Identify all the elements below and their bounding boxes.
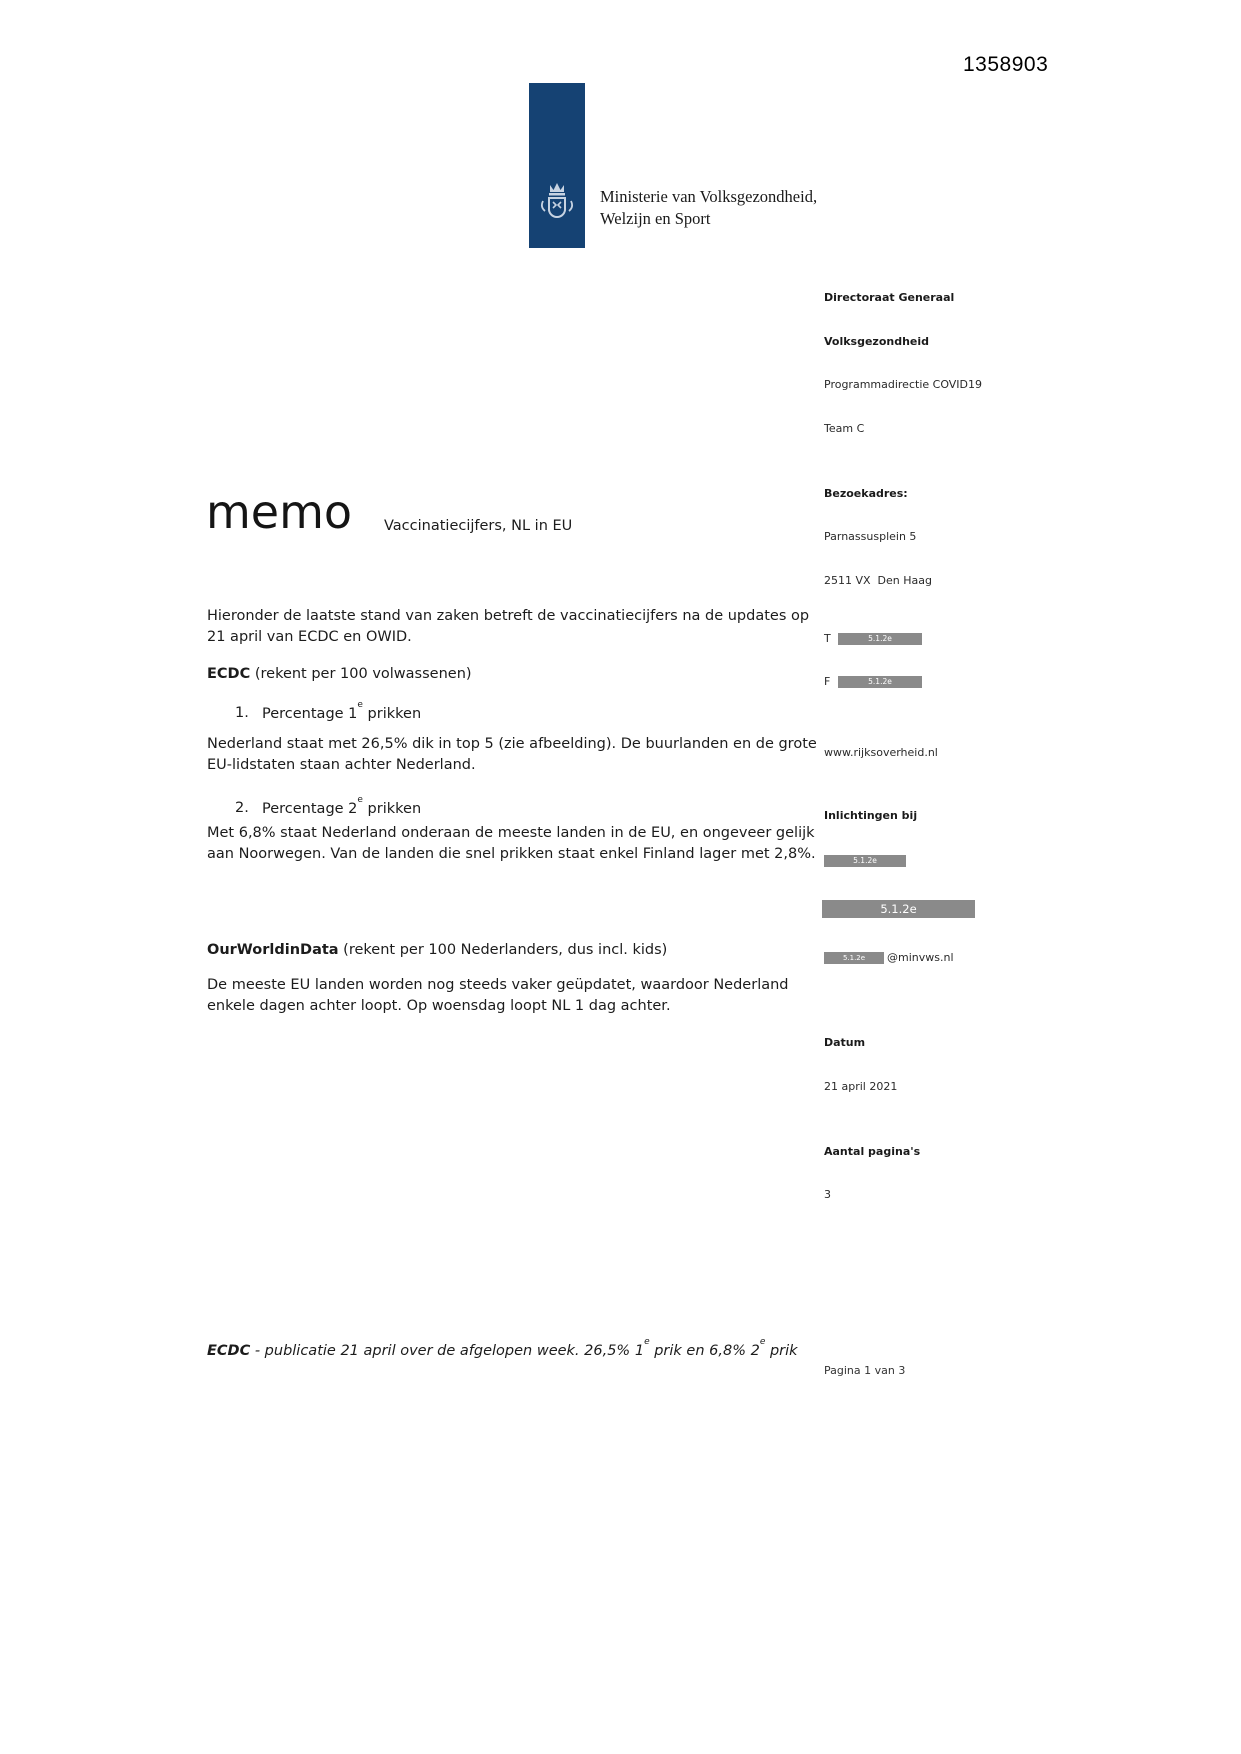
list-item-1-number: 1. (235, 705, 249, 722)
memo-title: memo (206, 485, 353, 539)
website-url: www.rijksoverheid.nl (824, 746, 938, 759)
owid-heading-rest: (rekent per 100 Nederlanders, dus incl. kids) (338, 941, 668, 958)
redaction-box-fax: 5.1.2e (838, 676, 922, 688)
ministry-name-line2: Welzijn en Sport (600, 209, 711, 228)
list-item-1-text: Percentage 1 (262, 705, 358, 722)
contact-label: Inlichtingen bij (824, 809, 918, 822)
figure-caption (207, 1337, 819, 1362)
logo-ribbon (529, 83, 585, 248)
figure-caption-seg1: - publicatie 21 april over de afgelopen week. 26,5% 1 (250, 1342, 645, 1359)
ministry-name (600, 186, 817, 230)
owid-paragraph: De meeste EU landen worden nog steeds vaker geüpdatet, waardoor Nederland enkele dagen achter loopt. Op woensdag loopt NL 1 dag achter. (207, 976, 789, 1014)
visit-address-label: Bezoekadres: (824, 486, 908, 500)
list-item-2-rest: prikken (362, 800, 422, 817)
list-item-2 (207, 795, 819, 820)
figure-caption-bold: ECDC (207, 1342, 251, 1359)
redaction-box-contact-large: 5.1.2e (822, 900, 975, 918)
ministry-name-line1: Ministerie van Volksgezondheid, (600, 187, 818, 206)
list-item-1-rest: prikken (362, 705, 422, 722)
org-department: Programmadirectie COVID19 (824, 378, 983, 391)
date-value: 21 april 2021 (824, 1079, 898, 1093)
email-row (824, 952, 999, 965)
org-team: Team C (824, 421, 865, 435)
page-indicator: Pagina 1 van 3 (824, 1364, 906, 1377)
org-name-line1: Directoraat Generaal (824, 291, 955, 304)
ecdc-heading-bold: ECDC (207, 665, 251, 682)
list-item-2-text: Percentage 2 (262, 800, 358, 817)
coat-of-arms-icon (539, 181, 575, 227)
ecdc-heading-rest: (rekent per 100 volwassenen) (250, 665, 472, 682)
owid-heading (207, 940, 819, 961)
sidebar (824, 262, 999, 1232)
fax-label: F (824, 675, 831, 688)
figure-caption-seg3: prik (765, 1342, 798, 1359)
list-item-1-sup: e (357, 699, 363, 710)
visit-address-city: 2511 VX Den Haag (824, 573, 932, 587)
fax-row (824, 675, 999, 690)
document-number: 1358903 (963, 53, 1049, 76)
memo-subject: Vaccinatiecijfers, NL in EU (384, 518, 573, 534)
figure-caption-sup2: e (759, 1336, 766, 1347)
figure-caption-seg2: prik en 6,8% 2 (649, 1342, 760, 1359)
ecdc-paragraph-2: Met 6,8% staat Nederland onderaan de meeste landen in de EU, en ongeveer gelijk aan Noorwegen. Van de landen die snel prikken staat enkel Finland lager met 2,8%. (207, 824, 816, 862)
list-item-2-sup: e (357, 794, 363, 805)
owid-heading-bold: OurWorldinData (207, 941, 339, 958)
date-label: Datum (824, 1036, 866, 1049)
ecdc-paragraph-1: Nederland staat met 26,5% dik in top 5 (zie afbeelding). De buurlanden en de grote EU-lidstaten staan achter Nederland. (207, 735, 817, 773)
page-count-label: Aantal pagina's (824, 1144, 921, 1158)
figure-caption-sup1: e (644, 1336, 650, 1347)
redaction-box-contact-name: 5.1.2e (824, 855, 906, 867)
list-item-1 (207, 700, 819, 725)
phone-label: T (824, 631, 831, 645)
intro-paragraph: Hieronder de laatste stand van zaken betreft de vaccinatiecijfers na de updates op 21 april van ECDC en OWID. (207, 607, 810, 645)
redaction-box-email: 5.1.2e (824, 952, 884, 964)
redaction-box-phone: 5.1.2e (838, 633, 922, 645)
org-name-line2: Volksgezondheid (824, 334, 930, 348)
ecdc-heading (207, 664, 819, 685)
visit-address-street: Parnassusplein 5 (824, 530, 917, 543)
email-suffix: @minvws.nl (887, 950, 954, 964)
phone-row (824, 632, 999, 647)
list-item-2-number: 2. (235, 800, 249, 817)
page-count-value: 3 (824, 1188, 831, 1201)
